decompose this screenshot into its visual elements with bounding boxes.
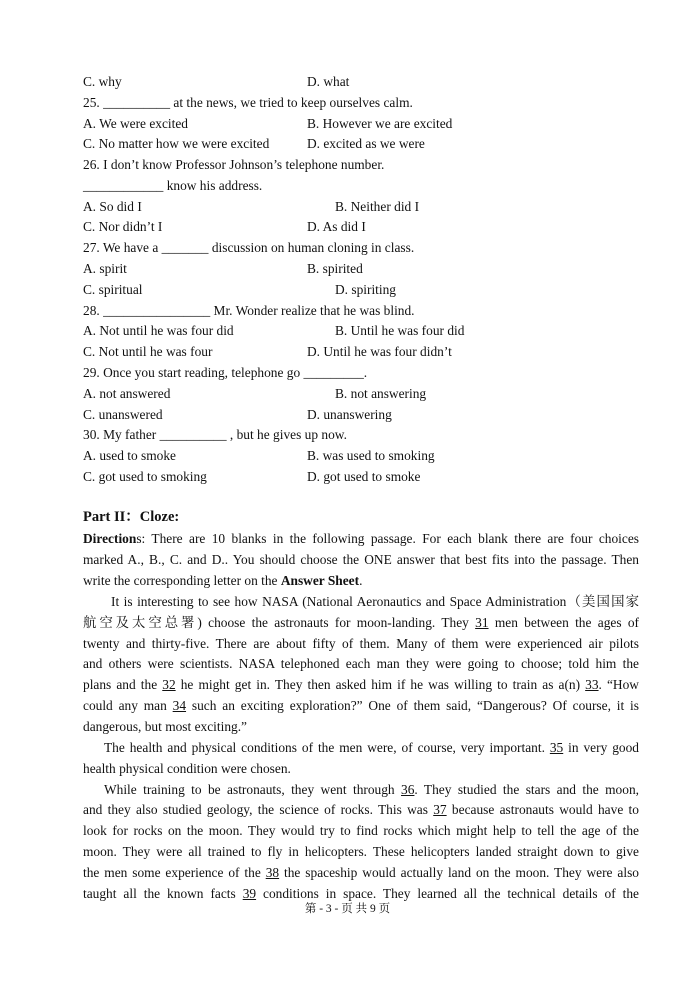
passage-text: in very good <box>563 740 639 755</box>
blank-31: 31 <box>475 615 489 630</box>
passage-line-2 <box>83 612 639 633</box>
passage-text: conditions in space. They learned all the technical details of the <box>256 886 639 901</box>
q26-option-d: D. As did I <box>307 219 366 234</box>
q24-option-d: D. what <box>307 74 350 89</box>
passage-line-9: health physical condition were chosen. <box>83 761 291 776</box>
q29-options-ab <box>83 383 639 404</box>
q30-option-a: A. used to smoke <box>83 448 176 463</box>
q25-option-c: C. No matter how we were excited <box>83 136 270 151</box>
passage-line-3: twenty and thirty-five. There are about fifty of them. Many of them were experienced air pilots <box>83 636 639 651</box>
q27-stem: 27. We have a _______ discussion on human cloning in class. <box>83 240 415 255</box>
q25-option-a: A. We were excited <box>83 116 189 131</box>
passage-text: and they also studied geology, the science of rocks. This was <box>83 802 434 817</box>
q24-options-cd <box>83 71 639 92</box>
q28-stem: 28. ________________ Mr. Wonder realize that he was blind. <box>83 303 415 318</box>
answer-sheet-label: Answer Sheet <box>280 573 360 588</box>
passage-line-10 <box>83 779 639 800</box>
passage-line-7: dangerous, but most exciting.” <box>83 719 248 734</box>
q27-options-ab <box>83 258 639 279</box>
q29-options-cd <box>83 404 639 425</box>
q30-option-c: C. got used to smoking <box>83 469 207 484</box>
passage-text: 航空及太空总署) choose the astronauts for moon-landing. They <box>83 615 476 630</box>
passage-text: he might get in. They then asked him if he was willing to train as a(n) <box>175 677 586 692</box>
q26-option-a: A. So did I <box>83 199 142 214</box>
q27-option-c: C. spiritual <box>83 282 143 297</box>
q30-stem: 30. My father __________ , but he gives up now. <box>83 427 347 442</box>
blank-32: 32 <box>162 677 176 692</box>
directions-line-3 <box>83 570 639 591</box>
q28-option-d: D. Until he was four didn’t <box>307 344 452 359</box>
q29-option-a: A. not answered <box>83 386 171 401</box>
directions-line-2: marked A., B., C. and D.. You should choose the ONE answer that best fits into the passage. Then <box>83 552 639 567</box>
q26-stem: 26. I don’t know Professor Johnson’s telephone number. <box>83 157 385 172</box>
q25-stem: 25. __________ at the news, we tried to keep ourselves calm. <box>83 95 413 110</box>
passage-text: the men some experience of the <box>83 865 266 880</box>
passage-text: While training to be astronauts, they went through <box>104 782 402 797</box>
q26-option-b: B. Neither did I <box>335 199 420 214</box>
passage-text: . “How <box>598 677 639 692</box>
part2-label: Part II <box>83 509 126 525</box>
q27-option-b: B. spirited <box>307 261 363 276</box>
blank-33: 33 <box>585 677 599 692</box>
passage-text: plans and the <box>83 677 163 692</box>
passage-text: such an exciting exploration?” One of them said, “Dangerous? Of course, it is <box>186 698 639 713</box>
passage-line-13: moon. They were all trained to fly in helicopters. These helicopters landed straight down to give <box>83 844 639 859</box>
passage-line-5 <box>83 674 639 695</box>
q29-option-c: C. unanswered <box>83 407 163 422</box>
passage-text: could any man <box>83 698 173 713</box>
q28-options-cd <box>83 341 639 362</box>
blank-39: 39 <box>242 886 257 901</box>
passage-text: . They studied the stars and the moon, <box>414 782 639 797</box>
q25-option-b: B. However we are excited <box>307 116 453 131</box>
passage-line-14 <box>83 862 639 883</box>
q30-option-d: D. got used to smoke <box>307 469 421 484</box>
q27-option-a: A. spirit <box>83 261 127 276</box>
passage-line-4: and others were scientists. NASA telephoned each man they were going to choose; told him the <box>83 656 639 671</box>
passage-line-8 <box>83 737 639 758</box>
q28-option-c: C. Not until he was four <box>83 344 213 359</box>
q25-options-ab <box>83 113 639 134</box>
passage-text: because astronauts would have to <box>446 802 639 817</box>
passage-line-6 <box>83 695 639 716</box>
directions-text-3c: . <box>359 573 363 588</box>
blank-34: 34 <box>172 698 187 713</box>
passage-line-1: It is interesting to see how NASA (National Aeronautics and Space Administration（美国国家 <box>111 594 639 609</box>
q29-option-b: B. not answering <box>335 386 427 401</box>
q29-option-d: D. unanswering <box>307 407 392 422</box>
q24-option-c: C. why <box>83 74 122 89</box>
directions-text-1: s: There are 10 blanks in the following passage. For each blank there are four choices <box>136 531 639 546</box>
blank-37: 37 <box>433 802 447 817</box>
q27-option-d: D. spiriting <box>335 282 397 297</box>
passage-text: The health and physical conditions of the men were, of course, very important. <box>104 740 550 755</box>
passage-line-12: look for rocks on the moon. They would try to find rocks which might help to tell the age of the <box>83 823 639 838</box>
page-footer: 第 - 3 - 页 共 9 页 <box>304 903 391 915</box>
q25-option-d: D. excited as we were <box>307 136 425 151</box>
q30-option-b: B. was used to smoking <box>307 448 435 463</box>
q25-options-cd <box>83 133 639 154</box>
q26-stem-line2: ____________ know his address. <box>83 178 263 193</box>
blank-38: 38 <box>265 865 280 880</box>
q29-stem: 29. Once you start reading, telephone go _________. <box>83 365 368 380</box>
q26-option-c: C. Nor didn’t I <box>83 219 163 234</box>
directions-text-3a: write the corresponding letter on the <box>83 573 281 588</box>
blank-35: 35 <box>549 740 564 755</box>
passage-line-11 <box>83 799 639 820</box>
part2-title: Cloze: <box>139 509 180 525</box>
passage-text: men between the ages of <box>488 615 639 630</box>
part2-heading <box>83 507 639 528</box>
directions-label: Direction <box>83 531 137 546</box>
q26-options-ab <box>83 196 639 217</box>
part2-colon: ： <box>125 509 140 525</box>
q26-options-cd <box>83 216 639 237</box>
passage-text: taught all the known facts <box>83 886 243 901</box>
q28-options-ab <box>83 320 639 341</box>
q28-option-a: A. Not until he was four did <box>83 323 234 338</box>
directions-line-1 <box>83 528 639 549</box>
q28-option-b: B. Until he was four did <box>335 323 465 338</box>
passage-text: the spaceship would actually land on the moon. They were also <box>279 865 639 880</box>
q30-options-cd <box>83 466 639 487</box>
q27-options-cd <box>83 279 639 300</box>
q30-options-ab <box>83 445 639 466</box>
blank-36: 36 <box>401 782 415 797</box>
